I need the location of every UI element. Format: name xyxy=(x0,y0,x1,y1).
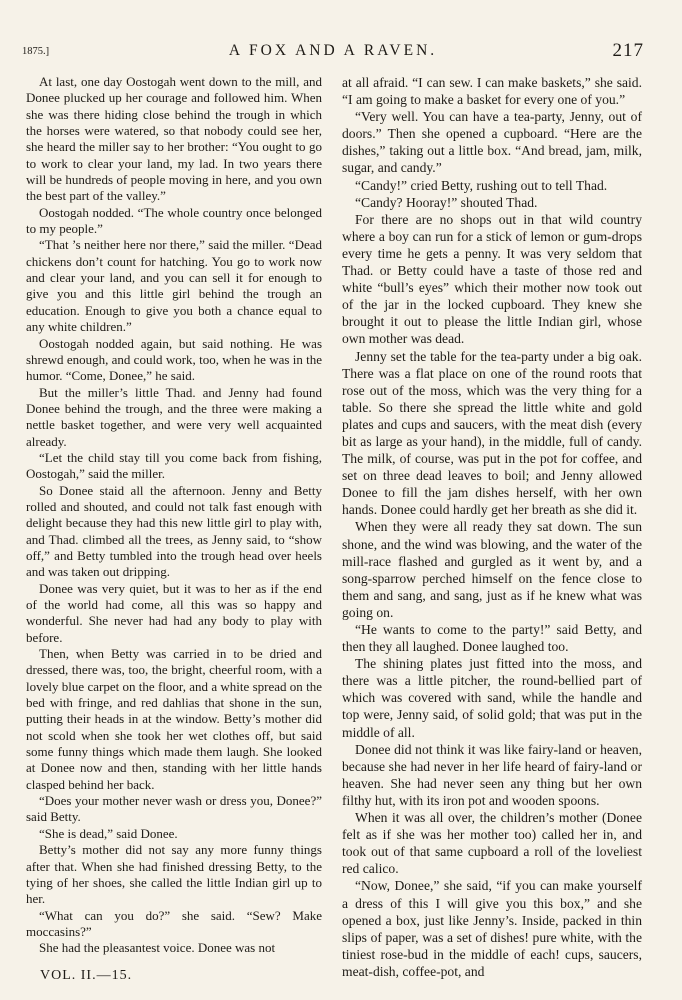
paragraph: “Very well. You can have a tea-party, Jenny, out of doors.” Then she opened a cupboard. “Here are the dishes,” taking out a little box. “And bread, jam, milk, sugar, and candy.” xyxy=(342,109,642,176)
paragraph: “She is dead,” said Donee. xyxy=(39,825,178,841)
paragraph: “Candy? Hooray!” shouted Thad. xyxy=(355,194,538,210)
paragraph: Betty’s mother did not say any more funny things after that. When she had finished dressing Betty, to the tying of her shoes, she called the little Indian girl up to her. xyxy=(26,842,322,907)
paragraph: The shining plates just fitted into the moss, and there was a little pitcher, the round-bellied part of which was covered with sand, while the handle and top were, Jenny said, of solid gold; that was put in the middle of all. xyxy=(342,656,642,740)
paragraph: Donee was very quiet, but it was to her as if the end of the world had come, all this was so happy and wonderful. She never had had any body to play with before. xyxy=(26,580,322,645)
page-number: 217 xyxy=(612,40,644,61)
paragraph: She had the pleasantest voice. Donee was not xyxy=(39,940,276,956)
page-header xyxy=(22,42,644,62)
paragraph: For there are no shops out in that wild country where a boy can run for a stick of lemon or gum-drops every time he gets a penny. It was very seldom that Thad. or Betty could have a taste of those red and white “bull’s eyes” which their mother now took out of the jar in the locked cupboard. They knew she brought it out to please the little Indian girl, whose own mother was dead. xyxy=(342,211,642,347)
paragraph: When they were all ready they sat down. The sun shone, and the wind was blowing, and the water of the mill-race flashed and gurgled as it went by, and a song-sparrow perched himself on the fence close to them and sang, and sang, just as if he knew what was going on. xyxy=(342,519,642,620)
right-column xyxy=(342,74,642,980)
header-year: 1875.] xyxy=(22,46,50,57)
running-title: A FOX AND A RAVEN. xyxy=(228,42,438,59)
paragraph: Oostogah nodded. “The whole country once belonged to my people.” xyxy=(26,204,322,237)
left-column xyxy=(26,74,322,957)
paragraph: “What can you do?” she said. “Sew? Make moccasins?” xyxy=(26,907,322,939)
paragraph: “He wants to come to the party!” said Betty, and then they all laughed. Donee laughed too. xyxy=(342,622,642,655)
paragraph: Then, when Betty was carried in to be dried and dressed, there was, too, the bright, cheerful room, with a lovely blue carpet on the floor, and a white spread on the bed with fringe, and red dahlias that shone in the sun, putting their heads in at the window. Betty’s mother did not scold when she took her wet clothes off, but said some funny things which made them laugh. She looked at Donee now and then, standing with her little hands clasped behind her back. xyxy=(26,646,322,792)
paragraph: “Candy!” cried Betty, rushing out to tell Thad. xyxy=(355,177,608,193)
paragraph: So Donee staid all the afternoon. Jenny and Betty rolled and shouted, and could not talk fast enough with delight because they had this new little girl to play with, and Thad. climbed all the trees, as Jenny said, to “show off,” and Betty tumbled into the trough head over heels and was taken out dripping. xyxy=(26,482,322,580)
paragraph: At last, one day Oostogah went down to the mill, and Donee plucked up her courage and followed him. When she was there hiding close behind the trough in which the horses were watered, so that nobody could see her, she heard the miller say to her brother: “You ought to go to work to clear your land, my lad. In two years there will be hundreds of people moving in here, and you own the best part of the valley.” xyxy=(26,74,322,204)
paragraph: “Let the child stay till you come back from fishing, Oostogah,” said the miller. xyxy=(26,449,322,482)
paragraph: But the miller’s little Thad. and Jenny had found Donee behind the trough, and the three were making a nettle basket together, and were very well acquainted already. xyxy=(26,384,322,449)
paragraph: “Now, Donee,” she said, “if you can make yourself a dress of this I will give you this box,” and she opened a box, just like Jenny’s. Inside, packed in thin slips of paper, was a set of dishes! pure white, with the tiniest rose-bud in the middle of each! cups, saucers, meat-dish, coffee-pot, and xyxy=(342,878,642,979)
paragraph: at all afraid. “I can sew. I can make baskets,” she said. “I am going to make a basket for every one of you.” xyxy=(342,75,642,108)
signature-mark: VOL. II.—15. xyxy=(40,968,133,983)
paragraph: Jenny set the table for the tea-party under a big oak. There was a flat place on one of the round roots that rose out of the moss, which was the very thing for a table. So there she spread the little white and gold plates and cups and saucers, with the meat dish (every bit as large as your hand), in the middle, full of candy. The milk, of course, was put in the pot for coffee, and set on three dead leaves to boil; and Jenny allowed Donee to fill the jam dishes herself, with her own hands. Donee could hardly get her breath as she did it. xyxy=(342,348,642,518)
paragraph: When it was all over, the children’s mother (Donee felt as if she was her mother too) called her in, and took out of that same cupboard a roll of the loveliest red calico. xyxy=(342,810,642,877)
paragraph: “That ’s neither here nor there,” said the miller. “Dead chickens don’t count for hatching. You go to work now and clear your land, and you can sell it for enough to give you and this little girl behind the trough an education. Enough to give you both a chance equal to any white children.” xyxy=(26,237,322,335)
paragraph: Donee did not think it was like fairy-land or heaven, because she had never in her life heard of fairy-land or heaven. She had never seen any thing but her own filthy hut, with its iron pot and wooden spoons. xyxy=(342,741,642,808)
paragraph: “Does your mother never wash or dress you, Donee?” said Betty. xyxy=(26,793,322,825)
paragraph: Oostogah nodded again, but said nothing. He was shrewd enough, and could work, too, when he was in the humor. “Come, Donee,” he said. xyxy=(26,335,322,384)
